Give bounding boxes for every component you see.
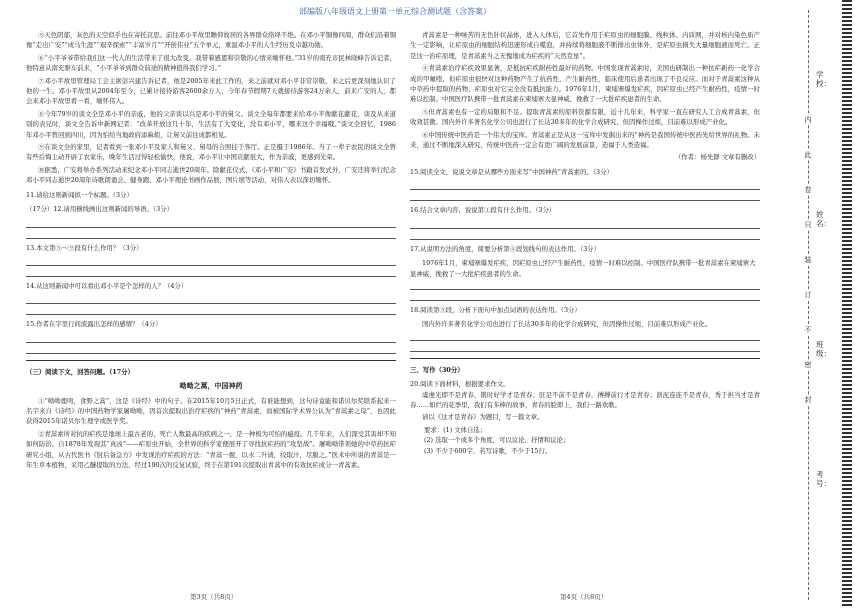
page-header: 部编版八年级语文上册第一单元综合测试题（含答案） (299, 7, 491, 16)
article-para: 青蒿素是一种味苦的无色针状晶体，进入人体后，它首先作用于疟原虫的细胞膜、线粒体、内质网，并对核内染色质产生一定影响，让疟原虫的细胞结构迅速形成自噬泡，并持续将细胞液不断排出虫体外，是疟原虫损失大量细胞液而死亡。正是这一治疟原理，是青蒿素当之无愧地成为疟疾的“天然克星”。 (410, 31, 760, 60)
page-number: 第3页（共8页） (190, 593, 238, 601)
divider (410, 358, 760, 359)
seal-char: 只 (802, 220, 814, 230)
answer-line[interactable] (410, 231, 760, 240)
seal-char: 卷 (802, 185, 814, 195)
article-para: ⑤但青蒿素也有一定的局限和不足。提取青蒿素的原料资源有限，近十几年来，科学家一直在研究人工合成青蒿素，但收效甚微。国内外许多著名化学公司也进行了长达30多年的化学合成研究，但因操作过烦，目前难以形成产业化。 (410, 107, 760, 127)
question-18: 18.阅读第⑤段，分析下面句中加点词语的表达作用。（3分） (410, 305, 581, 314)
news-para: ⑧今年79岁的谈文全是邓小平的亲戚，他的父亲谈以兴是邓小平的舅父。谈文全每年都要来给邓小平像献花献花，谈及从来道别的表兄时，谈文全告诉中新网记者：“改革开放这几十年，生活有了大变化，没有邓小平，哪来这个幸福哦。”谈文全回忆，1986年邓小平曾回到四川，因为怕给当地政府添麻烦，让舅父前往成都相见。 (26, 109, 396, 139)
news-para: ⑩据悉，广安将举办系列活动来纪念邓小平同志逝世20周年。除献花仪式、《邓小平和广安》书籍首发式外，广安还将举行纪念邓小平同志逝世20周年诗歌朗诵会、健身跑、邓小平理论书画作品展，图片展等活动，对伟人表以深切缅怀。 (26, 165, 396, 185)
right-column (410, 30, 760, 456)
question-17: 17.从说明方法的角度，简要分析第④段划线句的表达作用。（3分） (410, 244, 600, 253)
article-author: （作者：杨先群 文章有删改） (674, 153, 760, 162)
name-label: 姓名： (816, 210, 831, 228)
page-number: 第4页（共8页） (560, 593, 608, 601)
seal-char: 装 (802, 255, 814, 265)
binding-strip (790, 10, 850, 600)
answer-line[interactable] (26, 295, 396, 304)
article-para: ④青蒿素治疗疟疾效果显著，是抵抗疟疾耐药性最好的药物。中国发现青蒿素时，美国也研制出一种抗疟新药一化学合成的甲氟喹，但疟原虫很快对这种药物产生了抗药性，产生耐药性，临床使用后患者出现了不良反应。而对于青蒿素这种从中草药中提取的药物，疟原虫对它完全没有抵抗能力。1976年1月，柬埔寨爆发疟疾，因疟原虫已经产生耐药性，疫情一时难以控制。中国医疗队携带一批青蒿素在柬埔寨大显神威，挽救了一大批疟疾患者的生命。 (410, 64, 760, 104)
answer-line[interactable] (26, 306, 396, 315)
answer-line[interactable] (26, 345, 396, 354)
answer-line[interactable] (410, 181, 760, 190)
requirement: (3) 不少于600字，若写诗歌，不少于15行。 (424, 446, 552, 455)
question-11: 11.请给这则新闻拟一个标题。（3分） (26, 190, 133, 199)
exam-number-label: 考号： (816, 470, 831, 488)
answer-line[interactable] (410, 220, 760, 229)
class-label: 班级： (816, 340, 831, 358)
seal-char: 封 (802, 395, 814, 405)
question-20: 20.阅读下面材料，根据要求作文。 (410, 380, 510, 389)
question-15: 15.作者在字里行间流露出怎样的感情？（4分） (26, 320, 162, 329)
divider (26, 360, 396, 361)
requirement: 要求：(1) 文体自选； (424, 425, 487, 434)
answer-line[interactable] (26, 334, 396, 343)
section-heading: 三、写作（30分） (410, 365, 464, 374)
question-12: （17分）12.请用横线画出这则新闻的导语。（3分） (26, 205, 173, 214)
question-15b: 15.阅读全文，说说文章是从哪些方面来写“中国神药”青蒿素的。（3分） (410, 167, 613, 176)
article-para: ⑥中国传统中医药是一个伟大的宝库。青蒿素正是从这一宝库中发掘出来的“神药是我国传统中医药先给世界的礼物。未来，通过不断地深入研究，传统中医药一定会有更广阔的发展前景，造福于人类造福。 (410, 130, 760, 150)
writing-prompt: 请以《这才是青春》为题目，写一篇文章。 (422, 413, 544, 422)
answer-line[interactable] (26, 257, 396, 266)
quoted-sentence: 1976年1月，柬埔寨爆发疟疾，因疟原虫已经产生耐药性，疫情一时难以控制。中国医疗队携带一批青蒿素在柬埔寨大显神威，挽救了一大批疟疾患者的生命。 (410, 259, 756, 278)
news-para: ⑨在谈文全的家里，记者看到一张邓小平及家人和舅父、舅母的合照挂于客厅。正是摄于1986年。当了一辈子农民的谈文全曾有些后悔主动开辟了农家乐，晚年生活过得轻松愉快，他说，邓小平让中国贡献很大，作为亲戚，更感到光荣。 (26, 143, 396, 162)
answer-line[interactable] (410, 292, 760, 301)
seal-char: 内 (802, 115, 814, 125)
section-heading: （三）阅读下文，回答问题。（17分） (26, 367, 134, 376)
question-14: 14.从这则新闻中可以看出邓小平是个怎样的人？（4分） (26, 281, 188, 290)
seal-line (808, 10, 809, 600)
article-para: ②青蒿素所对抗的疟疾是地球上最古老的、死亡人数最高的疾病之一，是一种极为可怕的瘟疫。几千年来，人们深受其害却不知如何防治。自1878年发现其“真凶”——疟原虫开始，全世界的科学家便展开了寻找抗疟药的“攻坚战”。屠呦呦带领她的中草药抗疟研究小组，从古代医书《肘后备急方》中发现治疗疟疾的方法：“青蒿一握，以水二升渍，绞取汁，尽服之。”医术中所说的青蒿是一年生草本植物，采用乙醚提取的方法，经过190次的反复试验，终于在第191次提取出青蒿中的有效抗疟成分一青蒿素。 (26, 429, 396, 469)
left-column (26, 30, 396, 472)
question-13: 13.本文第⑤～⑨段有什么作用？（3分） (26, 243, 143, 252)
seal-char: 此 (802, 150, 814, 160)
article-title: 呦呦之蒿，中国神药 (179, 381, 243, 391)
news-para: ⑦邓小平故里管理局工会主席彭兴建告诉记者，他是2005年来此工作的，来之前就对邓小平非常崇敬，来之后更深刻地认识了他的一生。邓小平故里从2004年至今，已累计接待游客2600余万人，今年春节假期7天就接待游客24万余人，前来广安的人，都会来邓小平故里看一看，缅怀伟人。 (26, 76, 396, 106)
answer-line[interactable] (410, 281, 760, 290)
answer-line[interactable] (26, 219, 396, 228)
article-para: ①“呦呦鹿鸣，食野之蒿”，这是《诗经》中的句子。在2015年10月5日正式，有谁能想到，这句诗竟能和诺贝尔奖联系起来一名字来自《诗经》的中国药物学家屠呦呦，因首次提取出治疗疟疾的“神药”青蒿素，而被国际学术界公认为“青蒿素之母”，也因此获得2015年诺贝尔生理学或医学奖。 (26, 396, 396, 426)
answer-line[interactable] (410, 192, 760, 201)
seal-char: 不 (802, 325, 814, 335)
binding-edge (842, 0, 852, 608)
question-16: 16.结合文章内容，说说第①段有什么作用。（3分） (410, 206, 556, 215)
seal-char: 订 (802, 290, 814, 300)
seal-char: 密 (802, 360, 814, 370)
news-para: ⑥“小平爷爷带给我们这一代人的生活带来了很大改变，我带着感恩和崇敬的心情来缅怀他。”31岁的南充市民林晓峰告诉记者，他特意从南充驱车前来，“小平爷爷到群众前途的精神值得我们学习。” (26, 53, 396, 73)
answer-line[interactable] (26, 268, 396, 277)
writing-material: 虞虔光即不是青春，锻时好学才是青春；驻足不前不是青春，搏搏前行才是青春；溃泥连连不是青春，秀于担当才是青春……如烂的花季里，我们有多棒的故事，青春的脸即上，我们一路欢歌。 (410, 390, 760, 409)
answer-line[interactable] (410, 332, 760, 341)
news-para: ⑤天色阴郁，灰色的天空似乎也在寄托哀思。前往邓小平故里瞻仰故居的各界群众络绎不绝。在邓小平铜像四周，群众们沿着铜像“走出广安”“成马生涯”“艰辛探索”“丰富岁月”“开创伟业”五个单元，重温邓小平的人生经历及卓越功勋。 (26, 31, 396, 50)
answer-line[interactable] (410, 343, 760, 352)
quoted-sentence: 国内外许多著名化学公司也进行了长达30多年的化学合成研究，但因操作过烦，目前难以形成产业化。 (422, 320, 712, 329)
school-label: 学校： (816, 70, 831, 88)
requirement: (2) 选取一个或多个角度，可以议论、抒情和议论； (424, 436, 570, 445)
answer-line[interactable] (26, 230, 396, 239)
